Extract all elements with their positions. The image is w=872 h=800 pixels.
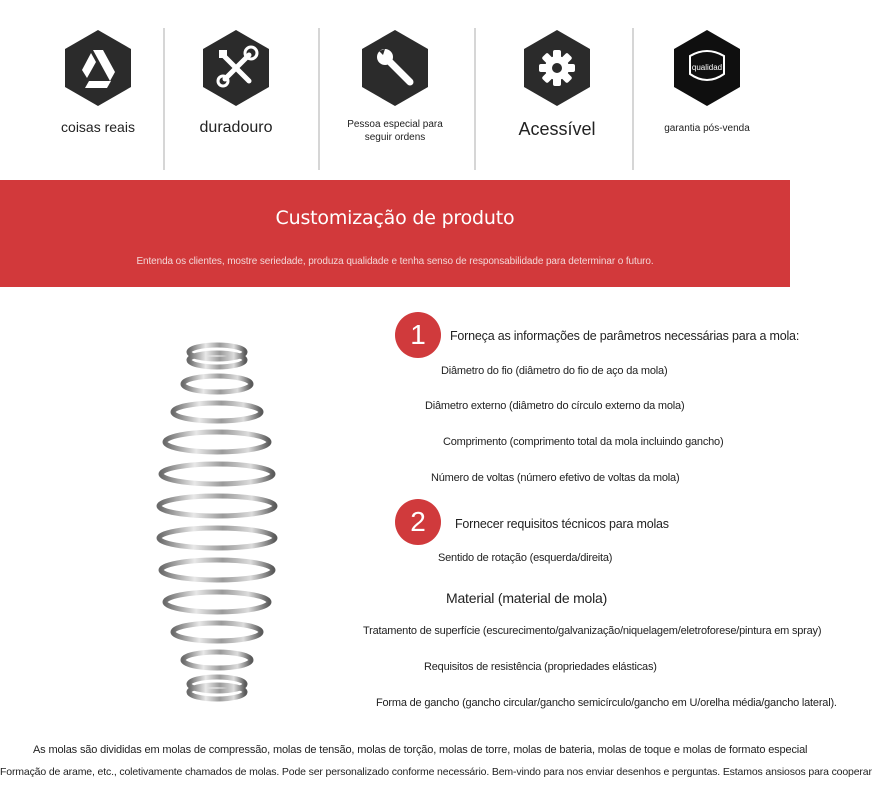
feature-warranty [637,28,777,135]
param-item: Diâmetro do fio (diâmetro do fio de aço da mola) [441,365,668,377]
requirement-item: Forma de gancho (gancho circular/gancho semicírculo/gancho em U/orelha média/gancho lateral). [376,697,837,709]
wrench-icon [360,28,430,108]
requirement-item: Tratamento de superfície (escurecimento/galvanização/niquelagem/eletroforese/pintura em spray) [363,625,822,637]
feature-real-things [28,28,168,136]
banner-subtitle: Entenda os clientes, mostre seriedade, produza qualidade e tenha senso de responsabilidade para determinar o futuro. [136,256,654,267]
description-paragraph [0,740,872,800]
feature-row [0,0,790,180]
param-item: Número de voltas (número efetivo de voltas da mola) [431,472,680,484]
customization-banner [0,180,790,287]
feature-durable [166,28,306,139]
divider [474,28,476,170]
feature-label: garantia pós-venda [664,123,750,134]
divider [632,28,634,170]
description-line: Formação de arame, etc., coletivamente chamados de molas. Pode ser personalizado conforme necessário. Bem-vindo para nos enviar desenhos e perguntas. Estamos ansiosos para cooperar [0,766,872,778]
description-line: As molas são divididas em molas de compressão, molas de tensão, molas de torção, molas de torre, molas de bateria, molas de toque e molas de formato especial [33,744,808,756]
tools-icon [201,28,271,108]
svg-text:qualidad: qualidad [691,63,723,72]
section2-heading: Fornecer requisitos técnicos para molas [455,517,669,531]
requirement-item: Sentido de rotação (esquerda/direita) [438,552,613,564]
quality-badge-icon [672,28,742,108]
divider [163,28,165,170]
spring-image [150,340,285,710]
step-2-badge: 2 [395,499,441,545]
gear-icon [522,28,592,108]
requirement-item: Material (material de mola) [446,590,608,606]
param-item: Diâmetro externo (diâmetro do círculo externo da mola) [425,400,685,412]
drive-icon [63,28,133,108]
feature-label: Pessoa especial para seguir ordens [347,119,443,143]
param-item: Comprimento (comprimento total da mola incluindo gancho) [443,436,724,448]
requirement-item: Requisitos de resistência (propriedades elásticas) [424,661,657,673]
feature-accessible [487,28,627,141]
feature-label: coisas reais [61,119,135,135]
banner-title: Customização de produto [275,207,515,229]
feature-label: duradouro [199,119,273,136]
divider [318,28,320,170]
feature-label: Acessível [518,119,596,139]
feature-special-person [325,28,465,144]
section1-heading: Forneça as informações de parâmetros necessárias para a mola: [450,329,800,343]
step-1-badge: 1 [395,312,441,358]
